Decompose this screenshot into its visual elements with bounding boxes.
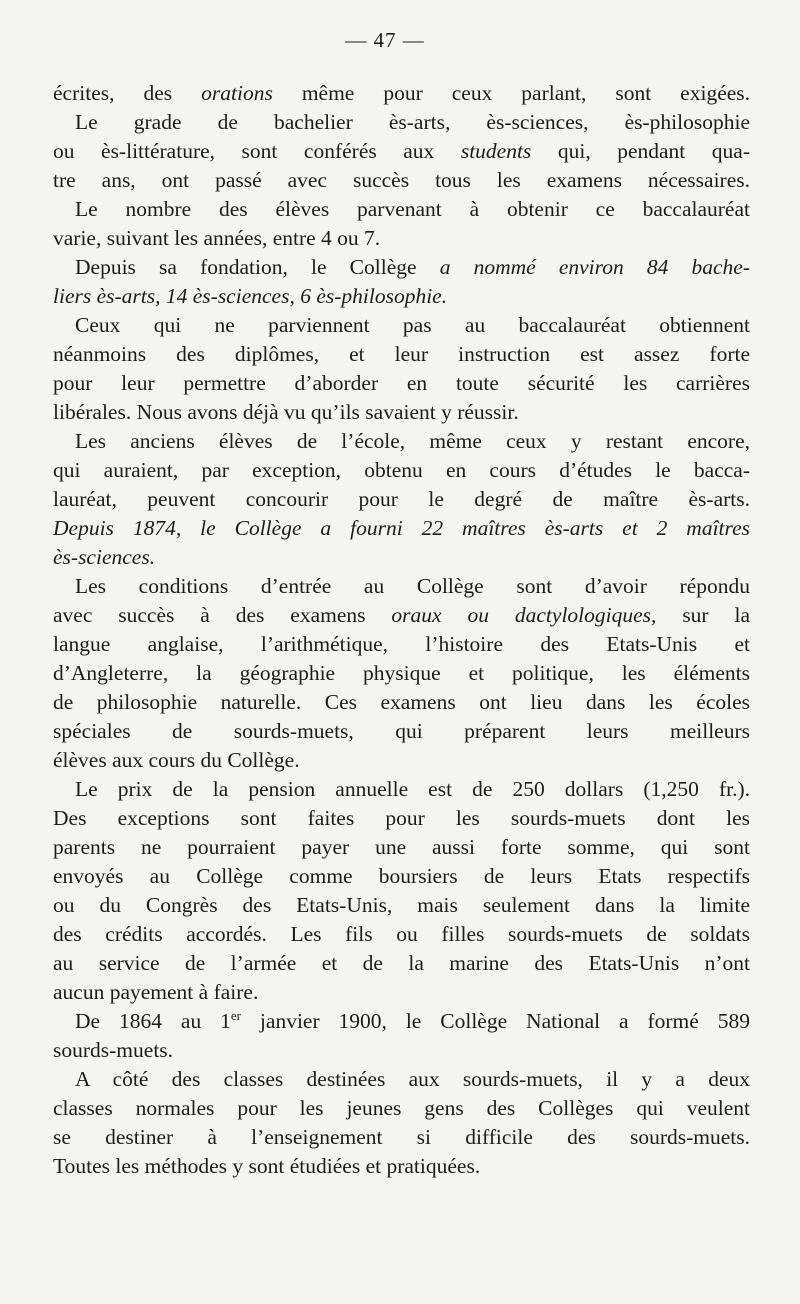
text-line: aucun payement à faire. bbox=[53, 980, 259, 1004]
text-line: langue anglaise, l’arithmétique, l’histoire des Etats-Unis et bbox=[53, 632, 750, 656]
text-line: Des exceptions sont faites pour les sourds-muets dont les bbox=[53, 806, 750, 830]
text-line: Les anciens élèves de l’école, même ceux y restant encore, bbox=[75, 429, 750, 453]
text-line: élèves aux cours du Collège. bbox=[53, 748, 300, 772]
text-line: pour leur permettre d’aborder en toute sécurité les carrières bbox=[53, 371, 750, 395]
text-line: De 1864 au 1er janvier 1900, le Collège National a formé 589 bbox=[75, 1008, 750, 1033]
page-number: — 47 — bbox=[345, 28, 425, 52]
text-line: Les conditions d’entrée au Collège sont d’avoir répondu bbox=[75, 574, 750, 598]
text-line: varie, suivant les années, entre 4 ou 7. bbox=[53, 226, 381, 250]
text-line: des crédits accordés. Les fils ou filles sourds-muets de soldats bbox=[53, 922, 750, 946]
text-line: spéciales de sourds-muets, qui préparent leurs meilleurs bbox=[53, 719, 750, 743]
text-line: Le prix de la pension annuelle est de 250 dollars (1,250 fr.). bbox=[75, 777, 750, 801]
text-line: néanmoins des diplômes, et leur instruction est assez forte bbox=[53, 342, 750, 366]
text-line: envoyés au Collège comme boursiers de leurs Etats respectifs bbox=[53, 864, 750, 888]
text-line: sourds-muets. bbox=[53, 1038, 174, 1062]
text-line: Depuis 1874, le Collège a fourni 22 maîtres ès-arts et 2 maîtres bbox=[53, 516, 750, 540]
text-line: écrites, des orations même pour ceux parlant, sont exigées. bbox=[53, 81, 751, 105]
text-line: libérales. Nous avons déjà vu qu’ils savaient y réussir. bbox=[53, 400, 519, 424]
text-line: de philosophie naturelle. Ces examens ont lieu dans les écoles bbox=[53, 690, 750, 714]
text-line: avec succès à des examens oraux ou dactylologiques, sur la bbox=[53, 603, 751, 627]
text-line: au service de l’armée et de la marine des Etats-Unis n’ont bbox=[53, 951, 750, 975]
text-line: Le grade de bachelier ès-arts, ès-sciences, ès-philosophie bbox=[75, 110, 750, 134]
text-line: Toutes les méthodes y sont étudiées et pratiquées. bbox=[53, 1154, 481, 1178]
text-line: classes normales pour les jeunes gens des Collèges qui veulent bbox=[53, 1096, 750, 1120]
text-line: parents ne pourraient payer une aussi forte somme, qui sont bbox=[53, 835, 750, 859]
text-line: qui auraient, par exception, obtenu en cours d’études le bacca- bbox=[53, 458, 750, 482]
text-line: Depuis sa fondation, le Collège a nommé environ 84 bache- bbox=[75, 255, 751, 279]
text-line: tre ans, ont passé avec succès tous les examens nécessaires. bbox=[53, 168, 750, 192]
text-line: ès-sciences. bbox=[53, 545, 156, 569]
text-line: d’Angleterre, la géographie physique et politique, les éléments bbox=[53, 661, 750, 685]
text-line: Le nombre des élèves parvenant à obtenir ce baccalauréat bbox=[75, 197, 750, 221]
text-line: liers ès-arts, 14 ès-sciences, 6 ès-philosophie. bbox=[53, 284, 448, 308]
text-line: se destiner à l’enseignement si difficile des sourds-muets. bbox=[53, 1125, 750, 1149]
text-line: A côté des classes destinées aux sourds-muets, il y a deux bbox=[75, 1067, 750, 1091]
text-line: ou du Congrès des Etats-Unis, mais seulement dans la limite bbox=[53, 893, 750, 917]
text-line: ou ès-littérature, sont conférés aux students qui, pendant qua- bbox=[53, 139, 750, 163]
text-line: lauréat, peuvent concourir pour le degré de maître ès-arts. bbox=[53, 487, 750, 511]
text-line: Ceux qui ne parviennent pas au baccalauréat obtiennent bbox=[75, 313, 750, 337]
